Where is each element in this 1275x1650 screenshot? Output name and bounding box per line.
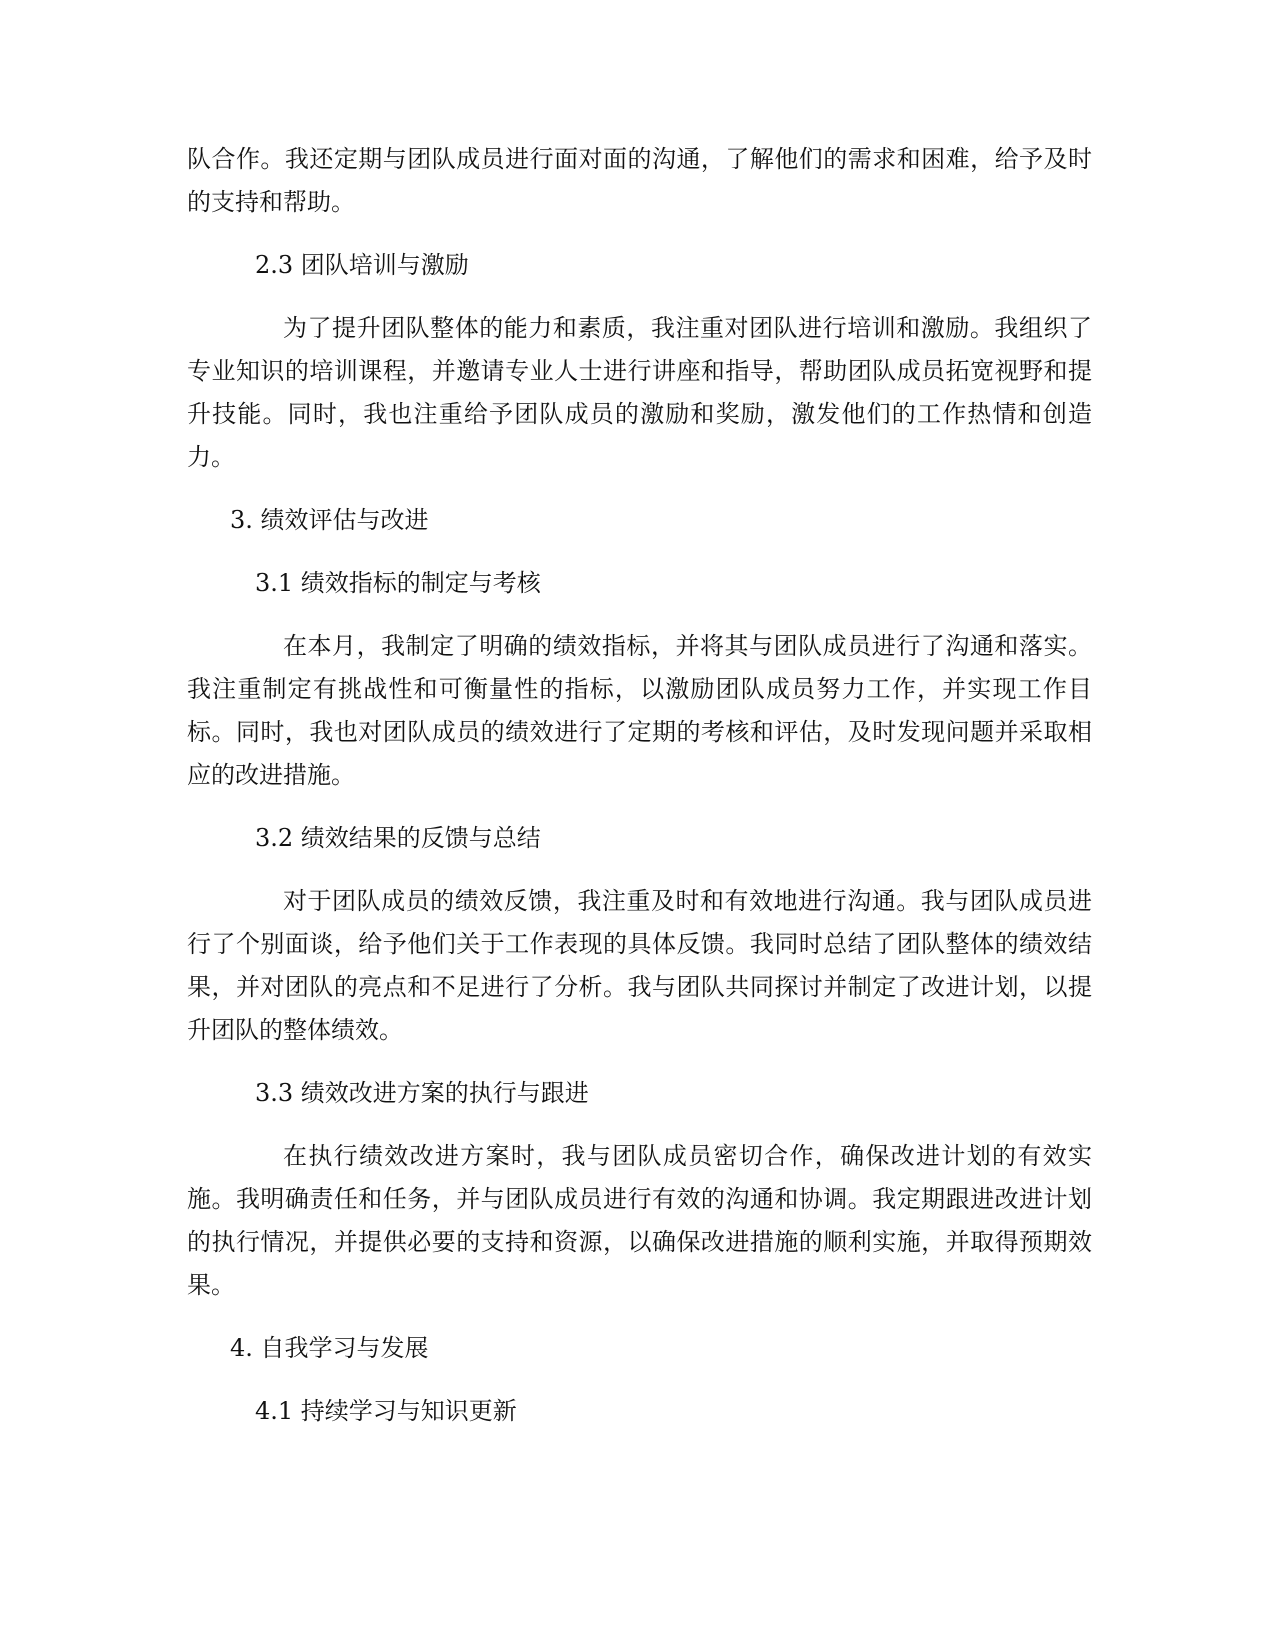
section-heading-3-3: 3.3 绩效改进方案的执行与跟进 — [255, 1079, 589, 1107]
paragraph: 对于团队成员的绩效反馈，我注重及时和有效地进行沟通。我与团队成员进行了个别面谈，给予他们关于工作表现的具体反馈。我同时总结了团队整体的绩效结果，并对团队的亮点和不足进行了分析。我与团队共同探讨并制定了改进计划，以提升团队的整体绩效。 — [187, 887, 1092, 1044]
section-heading-3-2: 3.2 绩效结果的反馈与总结 — [255, 824, 541, 852]
paragraph: 为了提升团队整体的能力和素质，我注重对团队进行培训和激励。我组织了专业知识的培训课程，并邀请专业人士进行讲座和指导，帮助团队成员拓宽视野和提升技能。同时，我也注重给予团队成员的激励和奖励，激发他们的工作热情和创造力。 — [187, 314, 1092, 471]
section-heading-3: 3. 绩效评估与改进 — [230, 506, 429, 534]
paragraph: 在执行绩效改进方案时，我与团队成员密切合作，确保改进计划的有效实施。我明确责任和任务，并与团队成员进行有效的沟通和协调。我定期跟进改进计划的执行情况，并提供必要的支持和资源，以确保改进措施的顺利实施，并取得预期效果。 — [187, 1142, 1092, 1299]
section-heading-4-1: 4.1 持续学习与知识更新 — [255, 1397, 517, 1425]
paragraph: 队合作。我还定期与团队成员进行面对面的沟通，了解他们的需求和困难，给予及时的支持和帮助。 — [187, 145, 1092, 216]
section-heading-3-1: 3.1 绩效指标的制定与考核 — [255, 569, 541, 597]
document-body — [187, 138, 1092, 1453]
section-heading-4: 4. 自我学习与发展 — [230, 1334, 429, 1362]
paragraph: 在本月，我制定了明确的绩效指标，并将其与团队成员进行了沟通和落实。我注重制定有挑战性和可衡量性的指标，以激励团队成员努力工作，并实现工作目标。同时，我也对团队成员的绩效进行了定期的考核和评估，及时发现问题并采取相应的改进措施。 — [187, 632, 1092, 789]
section-heading-2-3: 2.3 团队培训与激励 — [255, 251, 469, 279]
